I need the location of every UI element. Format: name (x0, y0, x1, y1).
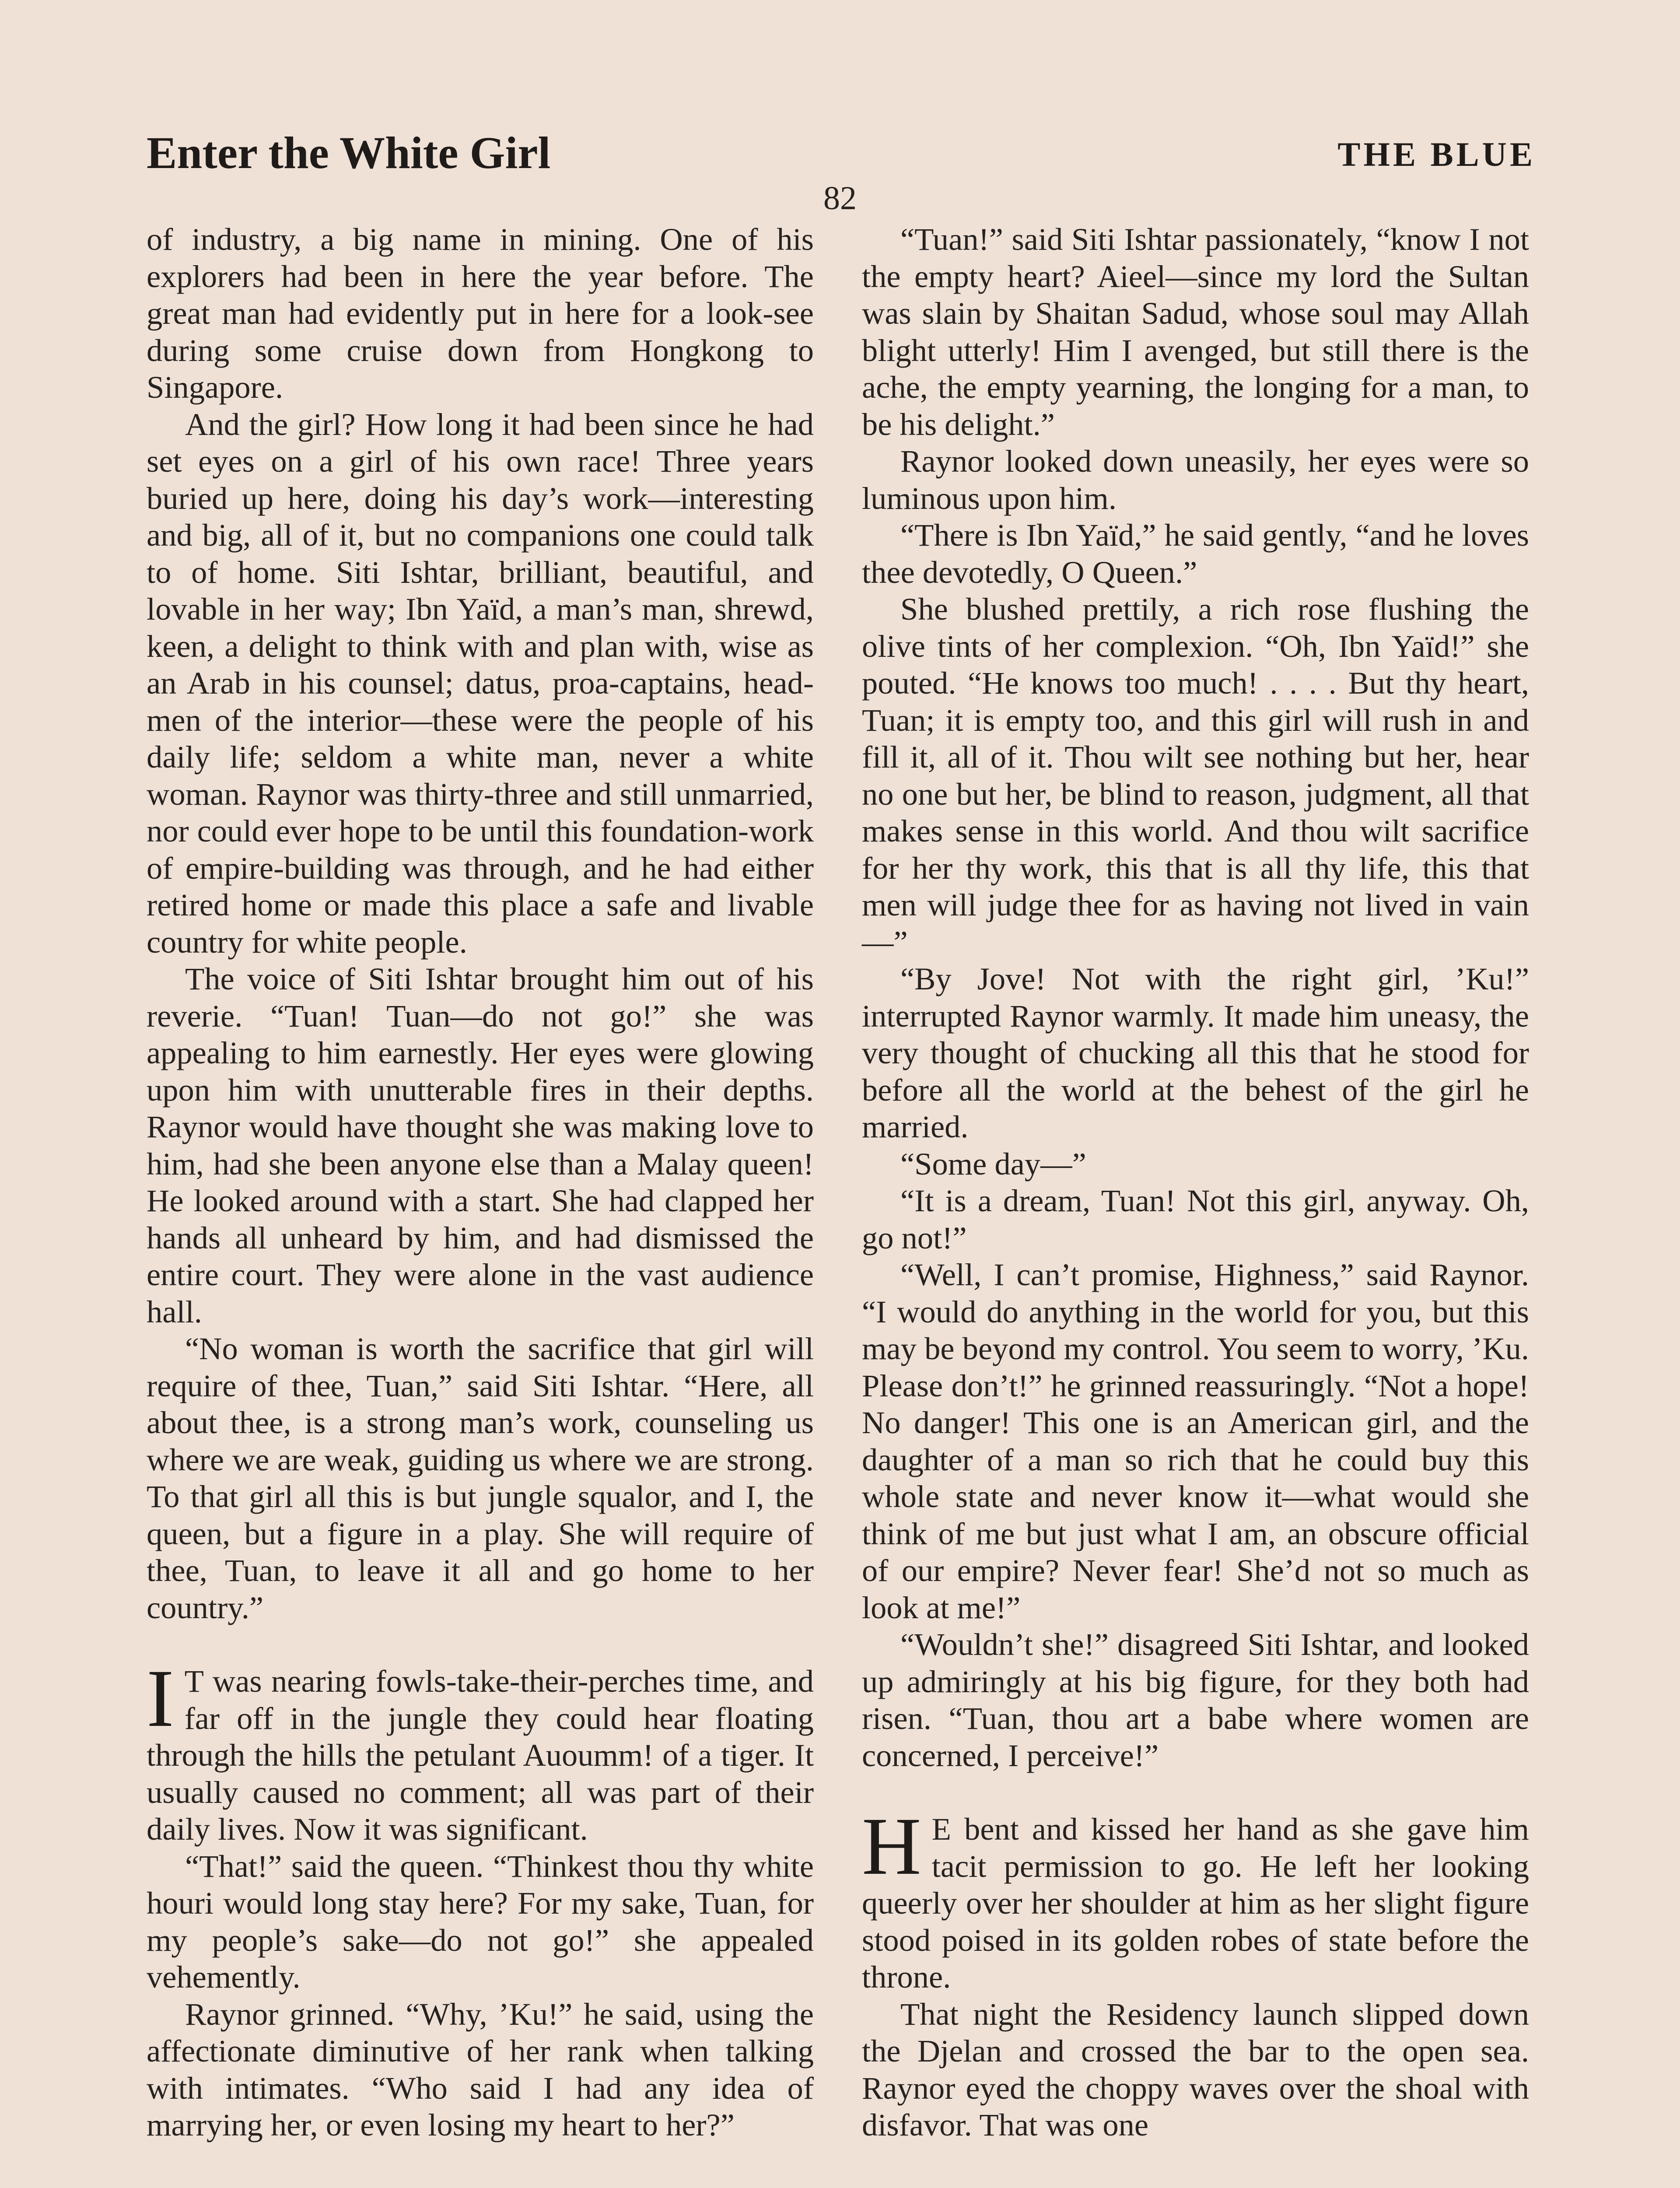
paragraph: And the girl? How long it had been since he had set eyes on a girl of his own race! Three years buried up here, doing his day’s work—interesting and big, all of it, but no companions one could talk to of home. Siti Ishtar, brilliant, beautiful, and lovable in her way; Ibn Yaïd, a man’s man, shrewd, keen, a delight to think with and plan with, wise as an Arab in his counsel; datus, proa-captains, head-men of the interior—these were the people of his daily life; seldom a white man, never a white woman. Raynor was thirty-three and still unmarried, nor could ever hope to be until this foundation-work of empire-building was through, and he had either retired home or made this place a safe and livable country for white people. (147, 406, 814, 960)
paragraph: “Some day—” (900, 1146, 1086, 1182)
paragraph: “Tuan!” said Siti Ishtar passionately, “know I not the empty heart? Aieel—since my lord the Sultan was slain by Shaitan Sadud, whose soul may Allah blight utterly! Him I avenged, but still there is the ache, the empty yearning, the longing for a man, to be his delight.” (862, 221, 1529, 442)
drop-cap: H (862, 1800, 921, 1892)
running-magazine-title: THE BLUE (1337, 135, 1536, 173)
running-story-title: Enter the White Girl (147, 128, 551, 178)
paragraph-text: E bent and kissed her hand as she gave him tacit permission to go. He left her looking queerly over her shoulder at him as her slight figure stood poised in its golden robes of state before the throne. (862, 1811, 1529, 1995)
paragraph: “That!” said the queen. “Thinkest thou thy white houri would long stay here? For my sake, Tuan, for my people’s sake—do not go!” she appealed vehemently. (147, 1848, 814, 1995)
text-column-right (862, 221, 1529, 2144)
paragraph: She blushed prettily, a rich rose flushing the olive tints of her complexion. “Oh, Ibn Yaïd!” she pouted. “He knows too much! . . . . But thy heart, Tuan; it is empty too, and this girl will rush in and fill it, all of it. Thou wilt see nothing but her, hear no one but her, be blind to reason, judgment, all that makes sense in this world. And thou wilt sacrifice for her thy work, this that is all thy life, this that men will judge thee for as having not lived in vain—” (862, 591, 1529, 960)
paragraph: “Wouldn’t she!” disagreed Siti Ishtar, and looked up admiringly at his big figure, for they both had risen. “Tuan, thou art a babe where women are concerned, I perceive!” (862, 1627, 1529, 1773)
paragraph: Raynor grinned. “Why, ’Ku!” he said, using the affectionate diminutive of her rank when talking with intimates. “Who said I had any idea of marrying her, or even losing my heart to her?” (147, 1996, 814, 2142)
paragraph-text: T was nearing fowls-take-their-perches time, and far off in the jungle they could hear floating through the hills the petulant Auoumm! of a tiger. It usually caused no comment; all was part of their daily lives. Now it was significant. (147, 1663, 814, 1847)
paragraph: “By Jove! Not with the right girl, ’Ku!” interrupted Raynor warmly. It made him uneasy, the very thought of chucking all this that he stood for before all the world at the behest of the girl he married. (862, 961, 1529, 1144)
paragraph: The voice of Siti Ishtar brought him out of his reverie. “Tuan! Tuan—do not go!” she was appealing to him earnestly. Her eyes were glowing upon him with unutterable fires in their depths. Raynor would have thought she was making love to him, had she been anyone else than a Malay queen! He looked around with a start. She had clapped her hands all unheard by him, and had dismissed the entire court. They were alone in the vast audience hall. (147, 961, 814, 1329)
paragraph: Raynor looked down uneasily, her eyes were so luminous upon him. (862, 443, 1529, 516)
section-opening-paragraph (862, 1800, 1529, 1996)
text-column-left (147, 221, 814, 2144)
paragraph: of industry, a big name in mining. One of his explorers had been in here the year before. The great man had evidently put in here for a look-see during some cruise down from Hongkong to Singapore. (147, 221, 814, 405)
section-opening-paragraph (147, 1652, 814, 1848)
paragraph: “There is Ibn Yaïd,” he said gently, “and he loves thee devotedly, O Queen.” (862, 517, 1529, 590)
paragraph: That night the Residency launch slipped down the Djelan and crossed the bar to the open sea. Raynor eyed the choppy waves over the shoal with disfavor. That was one (862, 1996, 1529, 2142)
paragraph: “Well, I can’t promise, Highness,” said Raynor. “I would do anything in the world for you, but this may be beyond my control. You seem to worry, ’Ku. Please don’t!” he grinned reassuringly. “Not a hope! No danger! This one is an American girl, and the daughter of a man so rich that he could buy this whole state and never know it—what would she think of me but just what I am, an obscure official of our empire? Never fear! She’d not so much as look at me!” (862, 1257, 1529, 1625)
paragraph: “No woman is worth the sacrifice that girl will require of thee, Tuan,” said Siti Ishtar. “Here, all about thee, is a strong man’s work, counseling us where we are weak, guiding us where we are strong. To that girl all this is but jungle squalor, and I, the queen, but a figure in a play. She will require of thee, Tuan, to leave it all and go home to her country.” (147, 1331, 814, 1625)
paragraph: “It is a dream, Tuan! Not this girl, anyway. Oh, go not!” (862, 1183, 1529, 1255)
page-number: 82 (823, 180, 857, 217)
drop-cap: I (147, 1652, 174, 1744)
